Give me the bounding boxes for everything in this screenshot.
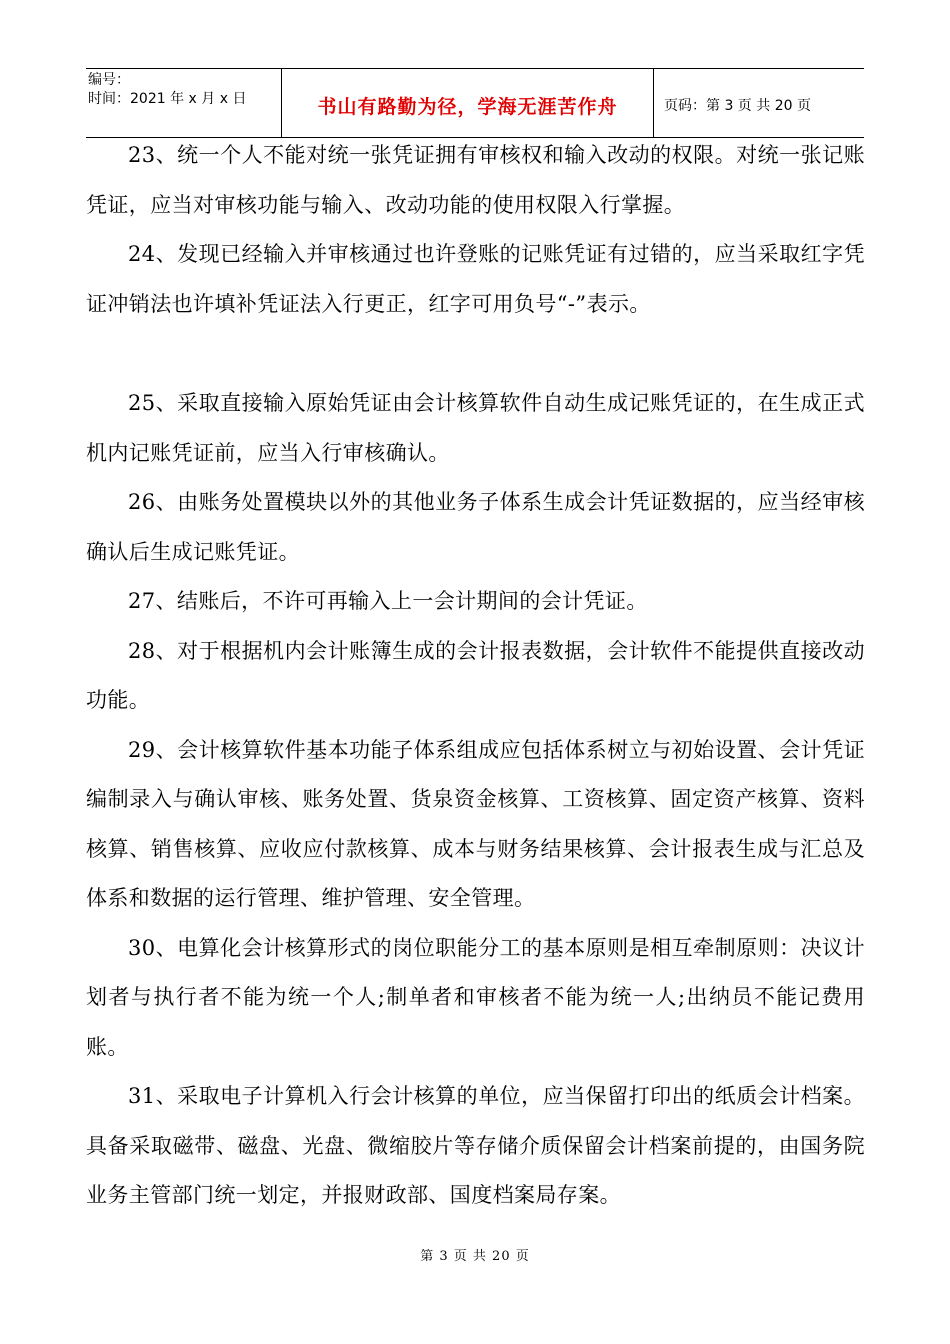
time-label: 时间：2021 年 x 月 x 日 <box>88 91 247 107</box>
paragraph-27: 27、结账后，不许可再输入上一会计期间的会计凭证。 <box>128 589 648 613</box>
paragraph-29: 29、会计核算软件基本功能子体系组成应包括体系树立与初始设置、会计凭证编制录入与确认审核、账务处置、货泉资金核算、工资核算、固定资产核算、资料核算、销售核算、应收应付款核算、成本与财务结果核算、会计报表生成与汇总及体系和数据的运行管理、维护管理、安全管理。 <box>86 737 865 910</box>
paragraph-28: 28、对于根据机内会计账簿生成的会计报表数据，会计软件不能提供直接改动功能。 <box>86 638 865 712</box>
header-motto-cell <box>282 69 654 137</box>
number-label: 编号： <box>88 72 130 88</box>
page-header <box>86 68 864 138</box>
page-footer: 第 3 页 共 20 页 <box>420 1249 530 1264</box>
document-body <box>86 131 865 1221</box>
paragraph-31: 31、采取电子计算机入行会计核算的单位，应当保留打印出的纸质会计档案。具备采取磁带、磁盘、光盘、微缩胶片等存储介质保留会计档案前提的，由国务院业务主管部门统一划定，并报财政部、国度档案局存案。 <box>86 1084 865 1207</box>
header-page-cell <box>654 69 864 137</box>
header-meta-cell <box>86 69 282 137</box>
paragraph-24: 24、发现已经输入并审核通过也许登账的记账凭证有过错的，应当采取红字凭证冲销法也许填补凭证法入行更正，红字可用负号“-”表示。 <box>86 242 865 316</box>
paragraph-25: 25、采取直接输入原始凭证由会计核算软件自动生成记账凭证的，在生成正式机内记账凭证前，应当入行审核确认。 <box>86 391 865 465</box>
page-code: 页码：第 3 页 共 20 页 <box>664 98 811 114</box>
paragraph-23: 23、统一个人不能对统一张凭证拥有审核权和输入改动的权限。对统一张记账凭证，应当对审核功能与输入、改动功能的使用权限入行掌握。 <box>86 143 865 217</box>
paragraph-30: 30、电算化会计核算形式的岗位职能分工的基本原则是相互牵制原则：决议计划者与执行者不能为统一个人;制单者和审核者不能为统一人;出纳员不能记费用账。 <box>86 935 865 1059</box>
motto-text: 书山有路勤为径，学海无涯苦作舟 <box>317 95 618 118</box>
paragraph-26: 26、由账务处置模块以外的其他业务子体系生成会计凭证数据的，应当经审核确认后生成记账凭证。 <box>86 490 865 564</box>
